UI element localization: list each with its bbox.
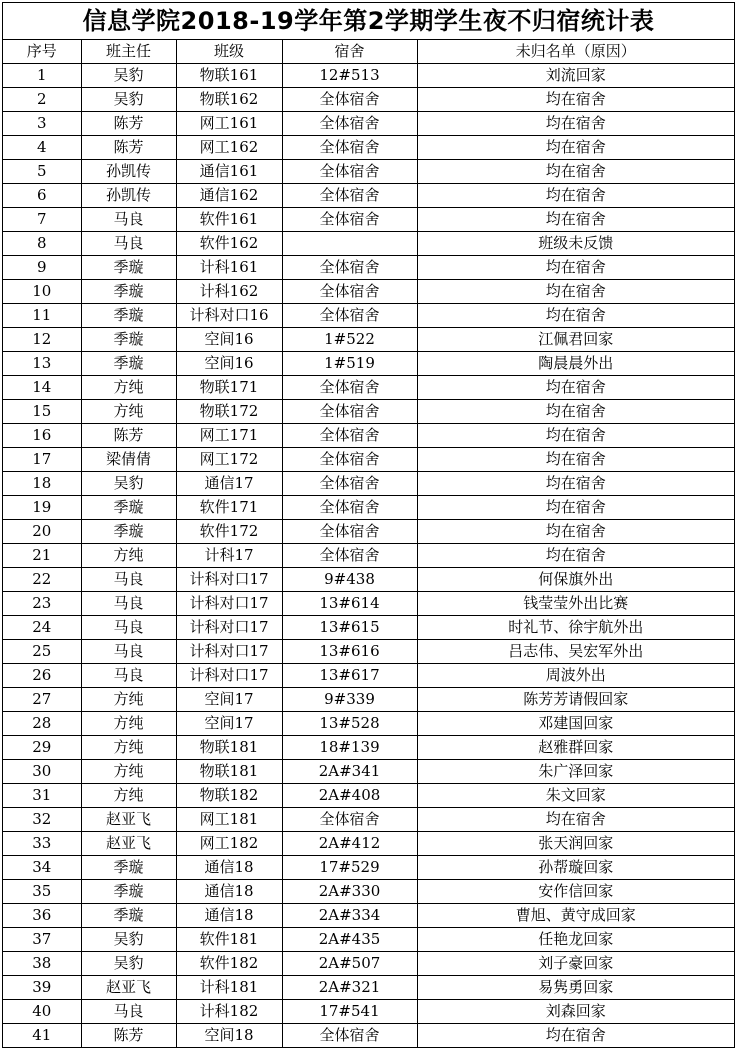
absent-list-cell: 均在宿舍 — [417, 208, 734, 232]
teacher-cell: 赵亚飞 — [81, 832, 176, 856]
serial-cell: 41 — [3, 1024, 81, 1048]
serial-cell: 7 — [3, 208, 81, 232]
teacher-cell: 马良 — [81, 592, 176, 616]
teacher-cell: 梁倩倩 — [81, 448, 176, 472]
absent-list-cell: 易隽勇回家 — [417, 976, 734, 1000]
class-cell: 通信18 — [176, 856, 282, 880]
class-cell: 网工181 — [176, 808, 282, 832]
dorm-cell: 2A#412 — [282, 832, 417, 856]
table-row — [3, 448, 734, 472]
table-row — [3, 520, 734, 544]
teacher-cell: 季璇 — [81, 280, 176, 304]
table-row — [3, 136, 734, 160]
class-cell: 计科17 — [176, 544, 282, 568]
table-row — [3, 112, 734, 136]
class-cell: 软件172 — [176, 520, 282, 544]
absent-list-cell: 均在宿舍 — [417, 160, 734, 184]
absent-list-cell: 钱莹莹外出比赛 — [417, 592, 734, 616]
serial-cell: 3 — [3, 112, 81, 136]
serial-cell: 18 — [3, 472, 81, 496]
dorm-cell: 2A#408 — [282, 784, 417, 808]
dorm-cell: 全体宿舍 — [282, 376, 417, 400]
serial-cell: 23 — [3, 592, 81, 616]
class-cell: 计科182 — [176, 1000, 282, 1024]
table-row — [3, 880, 734, 904]
teacher-cell: 季璇 — [81, 352, 176, 376]
teacher-cell: 方纯 — [81, 544, 176, 568]
serial-cell: 20 — [3, 520, 81, 544]
teacher-cell: 马良 — [81, 232, 176, 256]
table-row — [3, 928, 734, 952]
table-row — [3, 592, 734, 616]
absent-list-cell: 均在宿舍 — [417, 136, 734, 160]
dorm-cell: 9#339 — [282, 688, 417, 712]
class-cell: 物联162 — [176, 88, 282, 112]
serial-cell: 10 — [3, 280, 81, 304]
column-header-serial: 序号 — [3, 40, 81, 64]
teacher-cell: 马良 — [81, 1000, 176, 1024]
dorm-cell: 17#529 — [282, 856, 417, 880]
column-header-class: 班级 — [176, 40, 282, 64]
class-cell: 计科对口17 — [176, 568, 282, 592]
class-cell: 软件171 — [176, 496, 282, 520]
teacher-cell: 季璇 — [81, 304, 176, 328]
dorm-cell: 13#617 — [282, 664, 417, 688]
column-header-teacher: 班主任 — [81, 40, 176, 64]
table-row — [3, 280, 734, 304]
absent-list-cell: 曹旭、黄守成回家 — [417, 904, 734, 928]
absent-list-cell: 张天润回家 — [417, 832, 734, 856]
teacher-cell: 陈芳 — [81, 112, 176, 136]
class-cell: 空间17 — [176, 688, 282, 712]
teacher-cell: 孙凯传 — [81, 184, 176, 208]
class-cell: 空间16 — [176, 352, 282, 376]
serial-cell: 8 — [3, 232, 81, 256]
serial-cell: 6 — [3, 184, 81, 208]
table-row — [3, 88, 734, 112]
dorm-cell: 2A#334 — [282, 904, 417, 928]
dorm-cell: 全体宿舍 — [282, 520, 417, 544]
serial-cell: 11 — [3, 304, 81, 328]
dorm-cell: 12#513 — [282, 64, 417, 88]
dorm-cell: 全体宿舍 — [282, 208, 417, 232]
class-cell: 网工171 — [176, 424, 282, 448]
class-cell: 计科对口17 — [176, 664, 282, 688]
class-cell: 计科对口17 — [176, 640, 282, 664]
teacher-cell: 方纯 — [81, 760, 176, 784]
dorm-cell: 全体宿舍 — [282, 1024, 417, 1048]
absent-list-cell: 陶晨晨外出 — [417, 352, 734, 376]
dorm-cell: 全体宿舍 — [282, 496, 417, 520]
absent-list-cell: 时礼节、徐宇航外出 — [417, 616, 734, 640]
class-cell: 计科对口17 — [176, 616, 282, 640]
table-row — [3, 376, 734, 400]
absent-list-cell: 何保旗外出 — [417, 568, 734, 592]
serial-cell: 17 — [3, 448, 81, 472]
teacher-cell: 季璇 — [81, 880, 176, 904]
class-cell: 通信18 — [176, 880, 282, 904]
table-row — [3, 424, 734, 448]
absent-list-cell: 任艳龙回家 — [417, 928, 734, 952]
sheet-title: 信息学院2018-19学年第2学期学生夜不归宿统计表 — [3, 3, 734, 40]
teacher-cell: 赵亚飞 — [81, 808, 176, 832]
column-header-absent-list: 未归名单（原因） — [417, 40, 734, 64]
table-row — [3, 736, 734, 760]
dorm-cell: 17#541 — [282, 1000, 417, 1024]
table-row — [3, 952, 734, 976]
dorm-cell: 全体宿舍 — [282, 472, 417, 496]
teacher-cell: 马良 — [81, 568, 176, 592]
teacher-cell: 季璇 — [81, 496, 176, 520]
absent-list-cell: 均在宿舍 — [417, 256, 734, 280]
serial-cell: 15 — [3, 400, 81, 424]
table-row — [3, 640, 734, 664]
class-cell: 物联181 — [176, 760, 282, 784]
teacher-cell: 方纯 — [81, 400, 176, 424]
absent-list-cell: 均在宿舍 — [417, 496, 734, 520]
absent-list-cell: 赵雅群回家 — [417, 736, 734, 760]
serial-cell: 19 — [3, 496, 81, 520]
table-row — [3, 232, 734, 256]
serial-cell: 27 — [3, 688, 81, 712]
dorm-cell: 全体宿舍 — [282, 280, 417, 304]
absent-list-cell: 均在宿舍 — [417, 112, 734, 136]
class-cell: 通信18 — [176, 904, 282, 928]
teacher-cell: 陈芳 — [81, 424, 176, 448]
table-row — [3, 256, 734, 280]
serial-cell: 34 — [3, 856, 81, 880]
class-cell: 物联172 — [176, 400, 282, 424]
serial-cell: 37 — [3, 928, 81, 952]
dorm-cell: 2A#321 — [282, 976, 417, 1000]
table-row — [3, 568, 734, 592]
dorm-cell: 2A#507 — [282, 952, 417, 976]
dorm-cell: 2A#435 — [282, 928, 417, 952]
serial-cell: 2 — [3, 88, 81, 112]
serial-cell: 35 — [3, 880, 81, 904]
absent-list-cell: 刘子豪回家 — [417, 952, 734, 976]
absent-list-cell: 均在宿舍 — [417, 424, 734, 448]
table-row — [3, 184, 734, 208]
dorm-cell: 全体宿舍 — [282, 400, 417, 424]
teacher-cell: 吴豹 — [81, 952, 176, 976]
class-cell: 计科对口16 — [176, 304, 282, 328]
absent-list-cell: 均在宿舍 — [417, 808, 734, 832]
class-cell: 物联171 — [176, 376, 282, 400]
table-row — [3, 976, 734, 1000]
absent-list-cell: 均在宿舍 — [417, 448, 734, 472]
class-cell: 空间17 — [176, 712, 282, 736]
class-cell: 网工162 — [176, 136, 282, 160]
class-cell: 计科161 — [176, 256, 282, 280]
class-cell: 软件161 — [176, 208, 282, 232]
dorm-cell: 9#438 — [282, 568, 417, 592]
dorm-cell: 全体宿舍 — [282, 304, 417, 328]
class-cell: 计科162 — [176, 280, 282, 304]
serial-cell: 12 — [3, 328, 81, 352]
table-row — [3, 712, 734, 736]
table-row — [3, 616, 734, 640]
dorm-cell: 18#139 — [282, 736, 417, 760]
serial-cell: 24 — [3, 616, 81, 640]
serial-cell: 26 — [3, 664, 81, 688]
teacher-cell: 马良 — [81, 640, 176, 664]
table-row — [3, 352, 734, 376]
teacher-cell: 方纯 — [81, 736, 176, 760]
table-row — [3, 208, 734, 232]
teacher-cell: 吴豹 — [81, 64, 176, 88]
absent-list-cell: 刘流回家 — [417, 64, 734, 88]
absent-list-cell: 均在宿舍 — [417, 376, 734, 400]
table-row — [3, 760, 734, 784]
dorm-cell: 全体宿舍 — [282, 184, 417, 208]
class-cell: 软件181 — [176, 928, 282, 952]
table-row — [3, 688, 734, 712]
class-cell: 空间18 — [176, 1024, 282, 1048]
dorm-cell: 13#614 — [282, 592, 417, 616]
absent-list-cell: 安作信回家 — [417, 880, 734, 904]
teacher-cell: 季璇 — [81, 904, 176, 928]
teacher-cell: 方纯 — [81, 784, 176, 808]
class-cell: 计科181 — [176, 976, 282, 1000]
serial-cell: 5 — [3, 160, 81, 184]
absent-list-cell: 均在宿舍 — [417, 184, 734, 208]
class-cell: 物联181 — [176, 736, 282, 760]
dorm-cell: 全体宿舍 — [282, 448, 417, 472]
dorm-cell: 全体宿舍 — [282, 160, 417, 184]
serial-cell: 14 — [3, 376, 81, 400]
absent-list-cell: 均在宿舍 — [417, 544, 734, 568]
table-row — [3, 1000, 734, 1024]
dorm-cell: 13#615 — [282, 616, 417, 640]
dorm-cell: 全体宿舍 — [282, 112, 417, 136]
teacher-cell: 赵亚飞 — [81, 976, 176, 1000]
absent-list-cell: 周波外出 — [417, 664, 734, 688]
teacher-cell: 吴豹 — [81, 928, 176, 952]
serial-cell: 38 — [3, 952, 81, 976]
serial-cell: 9 — [3, 256, 81, 280]
table-row — [3, 328, 734, 352]
header-row — [3, 40, 734, 64]
class-cell: 物联161 — [176, 64, 282, 88]
table-row — [3, 784, 734, 808]
serial-cell: 31 — [3, 784, 81, 808]
class-cell: 软件182 — [176, 952, 282, 976]
absent-list-cell: 朱文回家 — [417, 784, 734, 808]
serial-cell: 25 — [3, 640, 81, 664]
absent-list-cell: 刘森回家 — [417, 1000, 734, 1024]
spreadsheet-sheet — [2, 2, 735, 1048]
table-row — [3, 304, 734, 328]
serial-cell: 40 — [3, 1000, 81, 1024]
table-row — [3, 904, 734, 928]
table-row — [3, 400, 734, 424]
table-row — [3, 856, 734, 880]
teacher-cell: 马良 — [81, 664, 176, 688]
table-row — [3, 544, 734, 568]
column-header-dorm: 宿舍 — [282, 40, 417, 64]
teacher-cell: 陈芳 — [81, 1024, 176, 1048]
dorm-cell — [282, 232, 417, 256]
serial-cell: 22 — [3, 568, 81, 592]
teacher-cell: 季璇 — [81, 328, 176, 352]
table-row — [3, 64, 734, 88]
class-cell: 空间16 — [176, 328, 282, 352]
dorm-cell: 全体宿舍 — [282, 544, 417, 568]
teacher-cell: 吴豹 — [81, 472, 176, 496]
serial-cell: 36 — [3, 904, 81, 928]
class-cell: 网工161 — [176, 112, 282, 136]
class-cell: 软件162 — [176, 232, 282, 256]
table-row — [3, 664, 734, 688]
teacher-cell: 方纯 — [81, 376, 176, 400]
teacher-cell: 马良 — [81, 616, 176, 640]
stats-table — [3, 40, 734, 1047]
absent-list-cell: 朱广泽回家 — [417, 760, 734, 784]
serial-cell: 39 — [3, 976, 81, 1000]
absent-list-cell: 班级未反馈 — [417, 232, 734, 256]
dorm-cell: 全体宿舍 — [282, 808, 417, 832]
dorm-cell: 13#528 — [282, 712, 417, 736]
class-cell: 通信161 — [176, 160, 282, 184]
teacher-cell: 季璇 — [81, 856, 176, 880]
table-row — [3, 1024, 734, 1048]
serial-cell: 16 — [3, 424, 81, 448]
table-row — [3, 160, 734, 184]
serial-cell: 29 — [3, 736, 81, 760]
absent-list-cell: 邓建国回家 — [417, 712, 734, 736]
serial-cell: 1 — [3, 64, 81, 88]
dorm-cell: 2A#341 — [282, 760, 417, 784]
dorm-cell: 全体宿舍 — [282, 256, 417, 280]
absent-list-cell: 江佩君回家 — [417, 328, 734, 352]
serial-cell: 30 — [3, 760, 81, 784]
class-cell: 通信17 — [176, 472, 282, 496]
dorm-cell: 1#522 — [282, 328, 417, 352]
teacher-cell: 季璇 — [81, 256, 176, 280]
teacher-cell: 孙凯传 — [81, 160, 176, 184]
absent-list-cell: 孙帮璇回家 — [417, 856, 734, 880]
class-cell: 网工172 — [176, 448, 282, 472]
dorm-cell: 2A#330 — [282, 880, 417, 904]
absent-list-cell: 吕志伟、吴宏军外出 — [417, 640, 734, 664]
dorm-cell: 13#616 — [282, 640, 417, 664]
table-row — [3, 496, 734, 520]
absent-list-cell: 均在宿舍 — [417, 400, 734, 424]
absent-list-cell: 陈芳芳请假回家 — [417, 688, 734, 712]
teacher-cell: 马良 — [81, 208, 176, 232]
table-row — [3, 808, 734, 832]
dorm-cell: 全体宿舍 — [282, 88, 417, 112]
absent-list-cell: 均在宿舍 — [417, 520, 734, 544]
serial-cell: 4 — [3, 136, 81, 160]
table-row — [3, 832, 734, 856]
class-cell: 物联182 — [176, 784, 282, 808]
absent-list-cell: 均在宿舍 — [417, 1024, 734, 1048]
dorm-cell: 全体宿舍 — [282, 136, 417, 160]
teacher-cell: 方纯 — [81, 712, 176, 736]
absent-list-cell: 均在宿舍 — [417, 472, 734, 496]
teacher-cell: 方纯 — [81, 688, 176, 712]
absent-list-cell: 均在宿舍 — [417, 88, 734, 112]
serial-cell: 28 — [3, 712, 81, 736]
dorm-cell: 1#519 — [282, 352, 417, 376]
teacher-cell: 陈芳 — [81, 136, 176, 160]
serial-cell: 33 — [3, 832, 81, 856]
teacher-cell: 吴豹 — [81, 88, 176, 112]
absent-list-cell: 均在宿舍 — [417, 280, 734, 304]
serial-cell: 21 — [3, 544, 81, 568]
dorm-cell: 全体宿舍 — [282, 424, 417, 448]
serial-cell: 13 — [3, 352, 81, 376]
class-cell: 通信162 — [176, 184, 282, 208]
absent-list-cell: 均在宿舍 — [417, 304, 734, 328]
teacher-cell: 季璇 — [81, 520, 176, 544]
class-cell: 计科对口17 — [176, 592, 282, 616]
serial-cell: 32 — [3, 808, 81, 832]
table-row — [3, 472, 734, 496]
class-cell: 网工182 — [176, 832, 282, 856]
